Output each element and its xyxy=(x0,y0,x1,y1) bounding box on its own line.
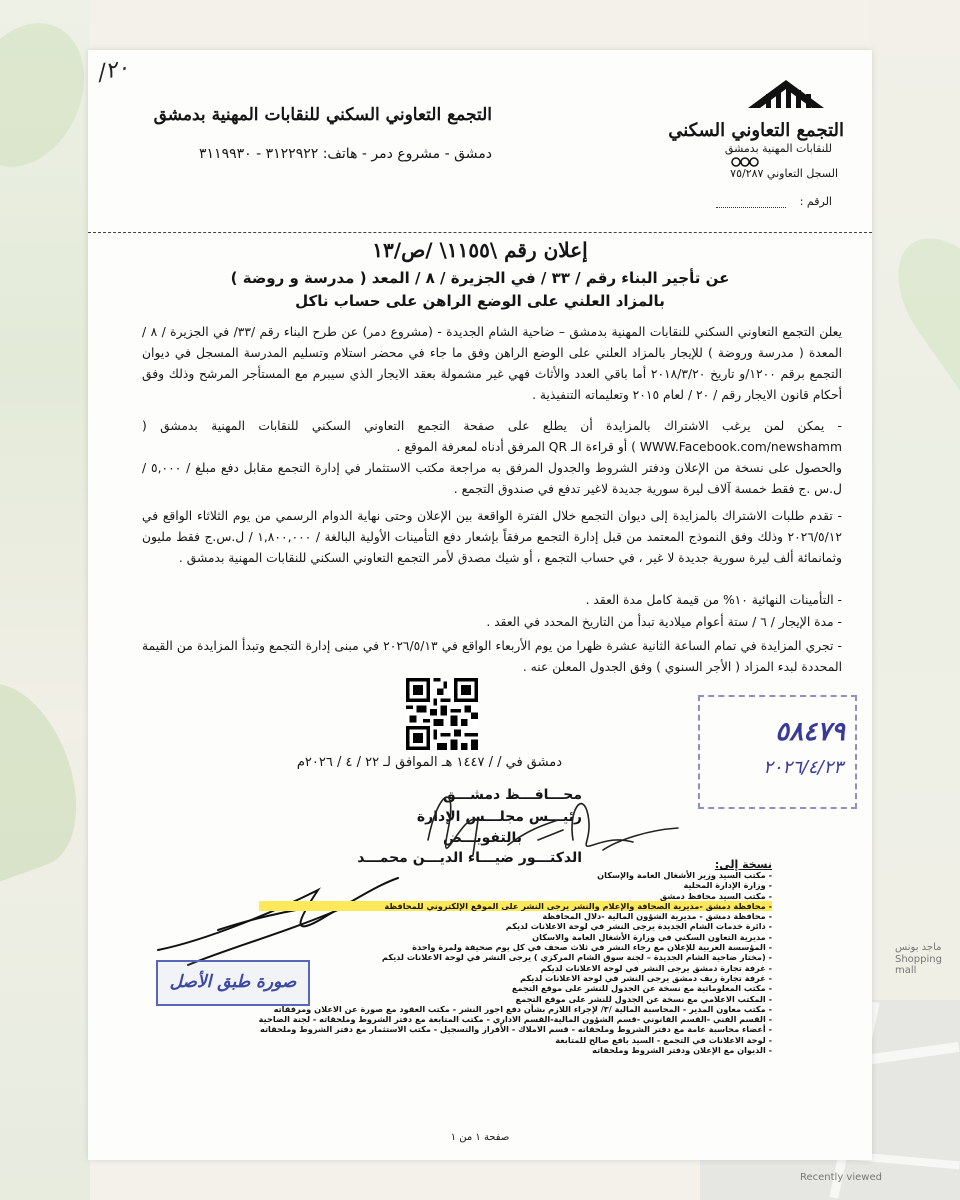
announcement-title: إعلان رقم \١١٥٥\ /ص/١٣ xyxy=(372,238,588,262)
cc-list xyxy=(259,870,772,1055)
incoming-stamp-date: ٢٠٢٦/٤/٢٣ xyxy=(763,757,843,778)
incoming-stamp xyxy=(698,695,857,809)
page-footer: صفحة ١ من ١ xyxy=(450,1132,510,1143)
signature-title-2: رئيـــس مجلـــس الإدارة xyxy=(416,809,582,825)
logo-name: التجمع التعاوني السكني xyxy=(668,120,844,141)
map-label-mall: Shopping mall xyxy=(895,954,942,976)
handwritten-number: ٢٠/ xyxy=(95,55,132,86)
list-item: - مديرية التعاون السكني في وزارة الأشغال العامة والاسكان xyxy=(259,932,772,942)
signature-title-1: محـــافـــظ دمشـــق xyxy=(443,787,582,803)
logo-subtitle: للنقابات المهنية بدمشق xyxy=(724,142,832,155)
body-paragraph-5: - التأمينات النهائية ١٠% من قيمة كامل مدة العقد . xyxy=(585,593,842,607)
announcement-subtitle-1: عن تأجير البناء رقم / ٣٣ / في الجزيرة / ٨ / المعد ( مدرسة و روضة ) xyxy=(230,269,730,287)
list-item-highlighted: - محافظة دمشق -مديرية الصحافة والإعلام والنشر يرجى النشر على الموقع الإلكتروني للمحافظة xyxy=(259,901,772,911)
organization-title: التجمع التعاوني السكني للنقابات المهنية بدمشق xyxy=(153,105,492,125)
signature-title-3: بالتفويـــض xyxy=(442,830,522,846)
body-paragraph-7: - تجري المزايدة في تمام الساعة الثانية عشرة ظهرا من يوم الأربعاء الواقع في ٢٠٢٦/٥/١٣ في مبنى إدارة التجمع وتبدأ المزايدة من القيمة المحددة لبدء المزاد ( الأجر السنوي ) وفق الجدول المعلن عنه . xyxy=(142,639,842,674)
header-divider xyxy=(88,232,872,233)
list-item: - المكتب الاعلامي مع نسخة عن الجدول للنشر على موقع التجمع xyxy=(259,994,772,1004)
list-item: - مكتب معاون المدير - المحاسبة المالية /٣/ لإجراء اللازم بشأن دفع اجور النشر - مكتب العقود مع صورة عن الاعلان ومرفقاته xyxy=(259,1004,772,1014)
document-page xyxy=(88,50,872,1160)
list-item: - دائرة خدمات الشام الجديدة يرجى النشر في لوحة الاعلانات لديكم xyxy=(259,921,772,931)
incoming-stamp-number: ٥٨٤٧٩ xyxy=(775,717,845,747)
list-item: - محافظة دمشق - مديرية الشؤون المالية -دلال المحافظة xyxy=(259,911,772,921)
organization-address: دمشق - مشروع دمر - هاتف: ٣١٢٢٩٢٢ - ٣١١٩٩٣٠ xyxy=(199,146,492,162)
list-item: - الديوان مع الإعلان ودفتر الشروط وملحقاته xyxy=(259,1045,772,1055)
list-item: - مكتب السيد محافظ دمشق xyxy=(259,891,772,901)
map-label-arabic: ماجد بونس xyxy=(895,942,942,953)
signature-name: الدكتـــور ضيـــاء الديـــن محمـــد xyxy=(357,850,582,866)
list-item: - مكتب السيد وزير الأشغال العامة والإسكان xyxy=(259,870,772,880)
list-item: - لوحة الاعلانات في التجمع - السيد بافع صالح للمتابعة xyxy=(259,1035,772,1045)
true-copy-stamp: صورة طبق الأصل xyxy=(156,960,310,1006)
reference-label: الرقم : xyxy=(799,195,832,208)
announcement-subtitle-2: بالمزاد العلني على الوضع الراهن على حساب ناكل xyxy=(295,292,665,310)
date-line: دمشق في / / ١٤٤٧ هـ الموافق لـ ٢٢ / ٤ / ٢٠٢٦م xyxy=(296,755,562,770)
logo-building-icon xyxy=(748,80,824,108)
body-paragraph-6: - مدة الإيجار / ٦ / ستة أعوام ميلادية تبدأ من التاريخ المحدد في العقد . xyxy=(486,615,842,629)
list-item: - أعضاء محاسبة عامة مع دفتر الشروط وملحقاته - قسم الاملاك - الأفراز والتسجيل - مكتب الاستثمار مع دفتر الشروط وملحقاته xyxy=(259,1024,772,1034)
leaf-decoration xyxy=(0,667,99,883)
logo-rings-icon xyxy=(732,158,758,166)
background-left-panel xyxy=(0,0,90,1200)
body-paragraph-2: - يمكن لمن يرغب الاشتراك بالمزايدة أن يطلع على صفحة التجمع التعاوني السكني للنقابات المهنية بدمشق ( WWW.Facebook.com/newshamm ) أو قراءة الـ QR المرفق أدناه لمعرفة الموقع . xyxy=(142,419,842,454)
reference-line xyxy=(716,207,786,208)
list-item: - المؤسسة العربية للإعلان مع رجاء النشر في ثلاث صحف في كل يوم صحيفة ولمرة واحدة xyxy=(259,942,772,952)
handwritten-signatures xyxy=(418,770,688,880)
list-item: - غرفة تجارة دمشق يرجى النشر في لوحة الاعلانات لديكم xyxy=(259,963,772,973)
list-item: - القسم الفني -القسم القانوني -قسم الشؤون المالية-القسم الاداري - مكتب المتابعة مع دفتر الشروط وملحقاته - لجنة الضاحية xyxy=(259,1014,772,1024)
cc-title: نسخة إلى: xyxy=(714,858,772,871)
body-paragraph-4: - تقدم طلبات الاشتراك بالمزايدة إلى ديوان التجمع خلال الفترة الواقعة بين الإعلان وحتى نهاية الدوام الرسمي من يوم الثلاثاء الواقع في ٢٠٢٦/٥/١٢ وذلك وفق النموذج المعتمد من قبل إدارة التجمع مرفقاً بإشعار دفع التأمينات الأولية البالغة / ١,٨٠٠,٠٠٠ / ل.س.ج فقط مليون وثمانمائة ألف ليرة سورية جديدة لا غير ، في حساب التجمع ، أو شيك مصدق لأمر التجمع التعاوني السكني للنقابات المهنية بدمشق . xyxy=(142,509,842,565)
qr-code[interactable] xyxy=(406,678,478,750)
list-item: - مكتب المعلوماتية مع نسخة عن الجدول للنشر على موقع التجمع xyxy=(259,983,772,993)
leaf-decoration xyxy=(875,218,960,392)
list-item: - وزارة الإدارة المحلية xyxy=(259,880,772,890)
list-item: - (مختار ضاحية الشام الجديدة – لجنة سوق الشام المركزي ) يرجى النشر في لوحة الاعلانات لديكم xyxy=(259,952,772,962)
registry-number: السجل التعاوني ٧٥/٢٨٧ xyxy=(730,167,838,180)
list-item: - غرفة تجارة ريف دمشق يرجى النشر في لوحة الاعلانات لديكم xyxy=(259,973,772,983)
body-paragraph-1: يعلن التجمع التعاوني السكني للنقابات المهنية بدمشق – ضاحية الشام الجديدة - (مشروع دمر) عن طرح البناء رقم /٣٣/ في الجزيرة / ٨ / المعدة ( مدرسة وروضة ) للإيجار بالمزاد العلني على الوضع الراهن وفق ما جاء في محضر استلام وتسليم المدرسة المسجل في ديوان التجمع برقم ١٢٠٠/و تاريخ ٢٠١٨/٣/٢٠ أما باقي العدد والأثاث فهي غير مشمولة بعقد الايجار الذي سيبرم مع المستأجر المرشح وذلك وفق أحكام قانون الايجار رقم / ٢٠ / لعام ٢٠١٥ وتعليماته التنفيذية . xyxy=(142,325,842,402)
map-label-recent: Recently viewed xyxy=(800,1172,882,1183)
body-paragraph-3: والحصول على نسخة من الإعلان ودفتر الشروط والجدول المرفق به مراجعة مكتب الاستثمار في إدارة التجمع مقابل دفع مبلغ / ٥,٠٠٠ / ل.س .ج فقط خمسة آلاف ليرة سورية جديدة لاغير تدفع في صندوق التجمع . xyxy=(142,461,842,496)
